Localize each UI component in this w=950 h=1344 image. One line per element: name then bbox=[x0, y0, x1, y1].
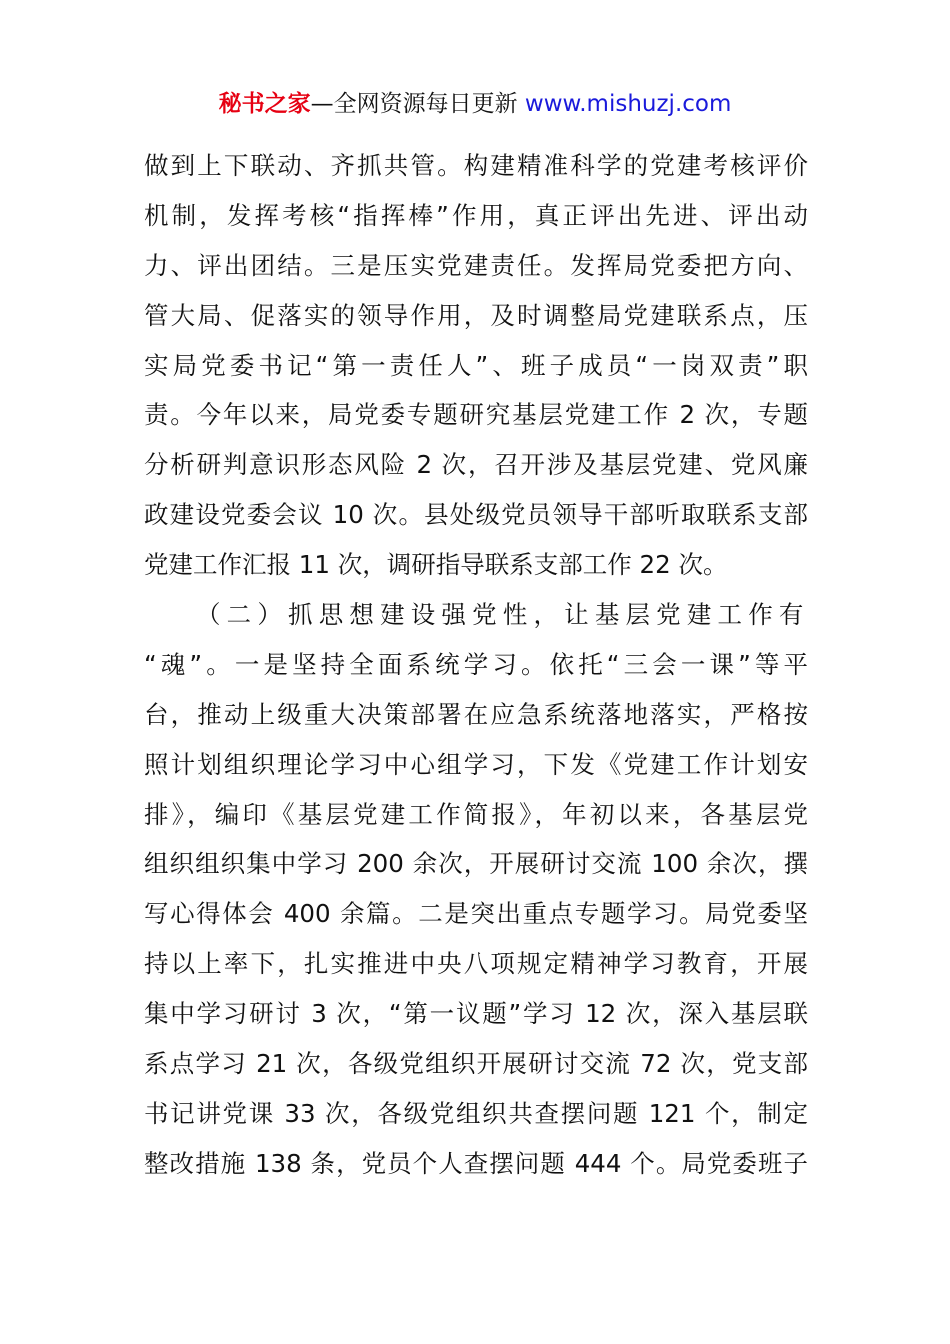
site-brand-name: 秘书之家 bbox=[218, 91, 311, 117]
document-body bbox=[144, 141, 808, 1189]
body-line: 责。今年以来，局党委专题研究基层党建工作 2 次，专题 bbox=[144, 400, 808, 430]
body-line: 分析研判意识形态风险 2 次，召开涉及基层党建、党风廉 bbox=[144, 450, 808, 480]
body-line: 书记讲党课 33 次，各级党组织共查摆问题 121 个，制定 bbox=[144, 1098, 808, 1128]
body-line: 集中学习研讨 3 次，“第一议题”学习 12 次，深入基层联 bbox=[144, 999, 808, 1029]
body-line: 党建工作汇报 11 次，调研指导联系支部工作 22 次。 bbox=[144, 550, 728, 580]
body-line: 政建设党委会议 10 次。县处级党员领导干部听取联系支部 bbox=[144, 500, 808, 530]
section-heading-line: （二）抓思想建设强党性，让基层党建工作有 bbox=[196, 600, 808, 630]
body-line: 照计划组织理论学习中心组学习，下发《党建工作计划安 bbox=[144, 749, 808, 779]
body-line: 管大局、促落实的领导作用，及时调整局党建联系点，压 bbox=[144, 300, 808, 330]
body-line: 力、评出团结。三是压实党建责任。发挥局党委把方向、 bbox=[144, 250, 808, 280]
body-line: 整改措施 138 条，党员个人查摆问题 444 个。局党委班子 bbox=[144, 1148, 808, 1178]
body-line: 做到上下联动、齐抓共管。构建精准科学的党建考核评价 bbox=[144, 151, 808, 180]
site-tagline: —全网资源每日更新 bbox=[310, 91, 518, 117]
body-line: 持以上率下，扎实推进中央八项规定精神学习教育，开展 bbox=[144, 949, 808, 979]
body-line: 写心得体会 400 余篇。二是突出重点专题学习。局党委坚 bbox=[144, 899, 808, 929]
page-header bbox=[0, 86, 950, 122]
body-line: 系点学习 21 次，各级党组织开展研讨交流 72 次，党支部 bbox=[144, 1049, 808, 1079]
body-line: “魂”。一是坚持全面系统学习。依托“三会一课”等平 bbox=[144, 649, 808, 679]
body-line: 台，推动上级重大决策部署在应急系统落地落实，严格按 bbox=[144, 699, 808, 729]
body-line: 实局党委书记“第一责任人”、班子成员“一岗双责”职 bbox=[144, 350, 808, 380]
body-line: 排》，编印《基层党建工作简报》，年初以来，各基层党 bbox=[144, 799, 808, 829]
site-url-link[interactable]: www.mishuzj.com bbox=[524, 91, 732, 117]
body-line: 组织组织集中学习 200 余次，开展研讨交流 100 余次，撰 bbox=[144, 849, 808, 879]
body-line: 机制，发挥考核“指挥棒”作用，真正评出先进、评出动 bbox=[144, 200, 808, 230]
